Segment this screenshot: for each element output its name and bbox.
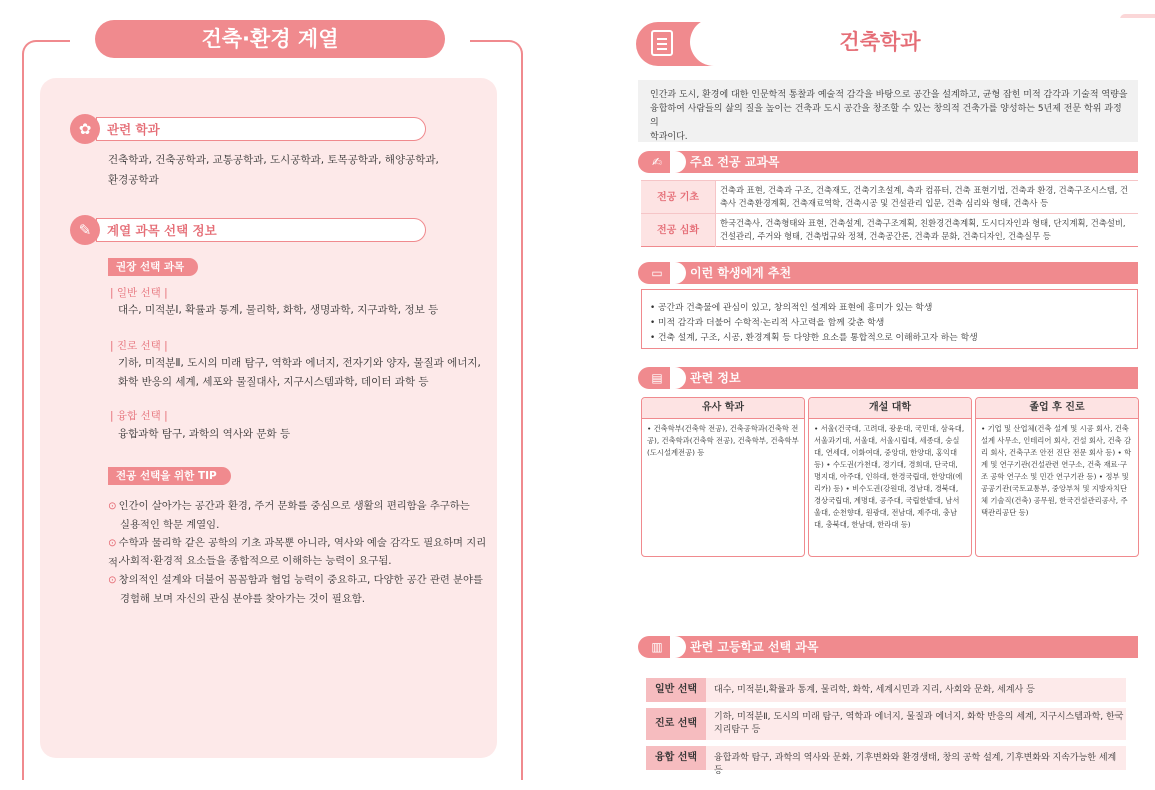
tip-dot-icon: ⊙ <box>108 500 117 512</box>
book-icon: ▥ <box>651 640 663 654</box>
hs-general-label: 일반 선택 <box>646 678 706 702</box>
table-row <box>641 214 1138 247</box>
tip-dot-icon: ⊙ <box>108 537 117 549</box>
rec-heading-label: 이런 학생에게 추천 <box>690 266 792 280</box>
info-heading-label: 관련 정보 <box>690 371 741 385</box>
basic-text: 건축과 표현, 건축과 구조, 건축재도, 건축기초설계, 측과 컴퓨터, 건축 표현기법, 건축과 환경, 건축구조시스템, 건축사 건축환경계획, 건축재료역학, 건축시공 및 건설관리 입문, 건축 심리와 형태, 건축사 등 <box>716 181 1139 214</box>
intro-line2: 융합하여 사람들의 삶의 질을 높이는 건축과 도시 공간을 창조할 수 있는 창의적 건축가를 양성하는 5년제 전문 학위 과정의 <box>650 104 1122 128</box>
document-icon <box>651 30 673 56</box>
hs-general-text: 대수, 미적분Ⅰ,확률과 통계, 물리학, 화학, 세계시민과 지리, 사회와 문화, 세계사 등 <box>714 685 1035 695</box>
tip3-a: 창의적인 설계와 더불어 꼼꼼함과 협업 능력이 중요하고, 다양한 공간 관련 분야를 <box>118 574 483 586</box>
related-dept-line1: 건축학과, 건축공학과, 교통공학과, 도시공학과, 토목공학과, 해양공학과, <box>108 154 439 166</box>
general-label: | 일반 선택 | <box>110 287 168 299</box>
tip-pill: 전공 선택을 위한 TIP <box>108 467 231 485</box>
table-row <box>641 181 1138 214</box>
rec-item-2: • 미적 감각과 더불어 수학적·논리적 사고력을 함께 갖춘 학생 <box>650 318 885 328</box>
monitor-icon: ▭ <box>651 266 663 280</box>
tip-item-1 <box>108 496 488 516</box>
hs-career-label: 진로 선택 <box>646 708 706 740</box>
col1-head: 유사 학과 <box>642 398 804 419</box>
hs-career-text: 기하, 미적분Ⅱ, 도시의 미래 탐구, 역학과 에너지, 물질과 에너지, 화학 반응의 세계, 지구시스템과학, 한국지리탐구 등 <box>714 712 1124 735</box>
notepad-icon: ✍ <box>651 155 663 169</box>
rec-item-3: • 건축 설계, 구조, 시공, 환경계획 등 다양한 요소를 통합적으로 이해하고자 하는 학생 <box>650 333 978 343</box>
col1-body: • 건축학부(건축학 전공), 건축공학과(건축학 전공), 건축학과(건축학 전공), 건축학부, 건축학부(도시설계전공) 등 <box>647 424 799 457</box>
careers-column <box>975 397 1139 557</box>
right-page-title: 건축학과 <box>839 30 921 54</box>
col2-head: 개설 대학 <box>809 398 971 419</box>
similar-dept-column <box>641 397 805 557</box>
tip3-b: 경험해 보며 자신의 관심 분야를 찾아가는 것이 필요함. <box>120 593 366 605</box>
col3-head: 졸업 후 진로 <box>976 398 1138 419</box>
major-heading <box>638 151 1138 173</box>
hs-heading-label: 관련 고등학교 선택 과목 <box>690 640 819 654</box>
general-text: 대수, 미적분Ⅰ, 확률과 통계, 물리학, 화학, 생명과학, 지구과학, 정보 등 <box>118 304 439 316</box>
tip-item-3 <box>108 570 488 590</box>
chart-icon: ▤ <box>651 371 663 385</box>
hs-heading <box>638 636 1138 658</box>
fusion-text: 융합과학 탐구, 과학의 역사와 문화 등 <box>118 428 291 440</box>
career-text1: 기하, 미적분Ⅱ, 도시의 미래 탐구, 역학과 에너지, 전자기와 양자, 물질과 에너지, <box>118 357 481 369</box>
basic-label: 전공 기초 <box>641 181 716 214</box>
career-label: | 진로 선택 | <box>110 340 168 352</box>
intro-text <box>650 88 1130 144</box>
intro-line3: 학과이다. <box>650 132 688 142</box>
intro-line1: 인간과 도시, 환경에 대한 인문학적 통찰과 예술적 감각을 바탕으로 공간을 설계하고, 균형 잡힌 미적 감각과 기술적 역량을 <box>650 90 1128 100</box>
tip2-b: 사회적·환경적 요소들을 종합적으로 이해하는 능력이 요구됨. <box>120 555 392 567</box>
rec-heading <box>638 262 1138 284</box>
hs-fusion-label: 융합 선택 <box>646 746 706 770</box>
related-dept-line2: 환경공학과 <box>108 174 159 186</box>
course-info-heading-label: 계열 과목 선택 정보 <box>96 218 426 242</box>
col3-body: • 기업 및 산업체(건축 설계 및 시공 회사, 건축 설계 사무소, 인테리어 회사, 건설 회사, 건축 감리 회사, 건축구조 안전 진단 전문 회사 등) • 학계 및 연구기관(건설관련 연구소, 건축 재료·구조 공학 연구소 및 민간 연구기관 등) • 정부 및 공공기관(국토교통부, 중앙부처 및 지방자치단체 기술직(건축) 공무원, 한국건설관리공사, 주택관리공단 등) <box>981 424 1132 517</box>
book-search-icon: ✎ <box>70 215 100 245</box>
info-heading <box>638 367 1138 389</box>
major-heading-label: 주요 전공 교과목 <box>690 155 780 169</box>
deep-label: 전공 심화 <box>641 214 716 247</box>
col2-body: • 서울(건국대, 고려대, 광운대, 국민대, 삼육대, 서울과기대, 서울대, 서울시립대, 세종대, 숭실대, 연세대, 이화여대, 중앙대, 한양대, 홍익대 등) • 수도권(가천대, 경기대, 경희대, 단국대, 명지대, 아주대, 인하대, 한경국립대, 한양대(에리카) 등) • 비수도권(강원대, 경남대, 경북대, 경상국립대, 계명대, 공주대, 국립한밭대, 남서울대, 순천향대, 원광대, 전남대, 제주대, 충남대, 충북대, 한남대, 한라대 등) <box>814 424 965 529</box>
universities-column <box>808 397 972 557</box>
related-dept-heading-label: 관련 학과 <box>96 117 426 141</box>
tip1-a: 인간이 살아가는 공간과 환경, 주거 문화를 중심으로 생활의 편리함을 추구하는 <box>118 500 470 512</box>
hs-fusion-text: 융합과학 탐구, 과학의 역사와 문화, 기후변화와 환경생태, 창의 공학 설계, 기후변화와 지속가능한 세계 등 <box>714 753 1117 776</box>
tip-dot-icon: ⊙ <box>108 574 117 586</box>
recommend-pill: 권장 선택 과목 <box>108 258 198 276</box>
tip2-a: 수학과 물리학 같은 공학의 기초 과목뿐 아니라, 역사와 예술 감각도 필요하며 지리적· <box>108 537 487 569</box>
lightbulb-icon: ✿ <box>70 114 100 144</box>
career-text2: 화학 반응의 세계, 세포와 물질대사, 지구시스템과학, 데이터 과학 등 <box>118 376 429 388</box>
deep-text: 한국건축사, 건축형태와 표현, 건축설계, 건축구조계획, 친환경건축계획, 도시디자인과 형태, 단지계획, 건축설비, 건설관리, 주거와 형태, 건축법규와 정책, 건축공간론, 건축과 문화, 건축디자인, 건축실무 등 <box>716 214 1139 247</box>
rec-item-1: • 공간과 건축물에 관심이 있고, 창의적인 설계와 표현에 흥미가 있는 학생 <box>650 303 933 313</box>
major-table <box>641 180 1138 247</box>
fusion-label: | 융합 선택 | <box>110 410 168 422</box>
tip1-b: 실용적인 학문 계열임. <box>120 519 220 531</box>
left-page-title: 건축·환경 계열 <box>95 20 445 58</box>
